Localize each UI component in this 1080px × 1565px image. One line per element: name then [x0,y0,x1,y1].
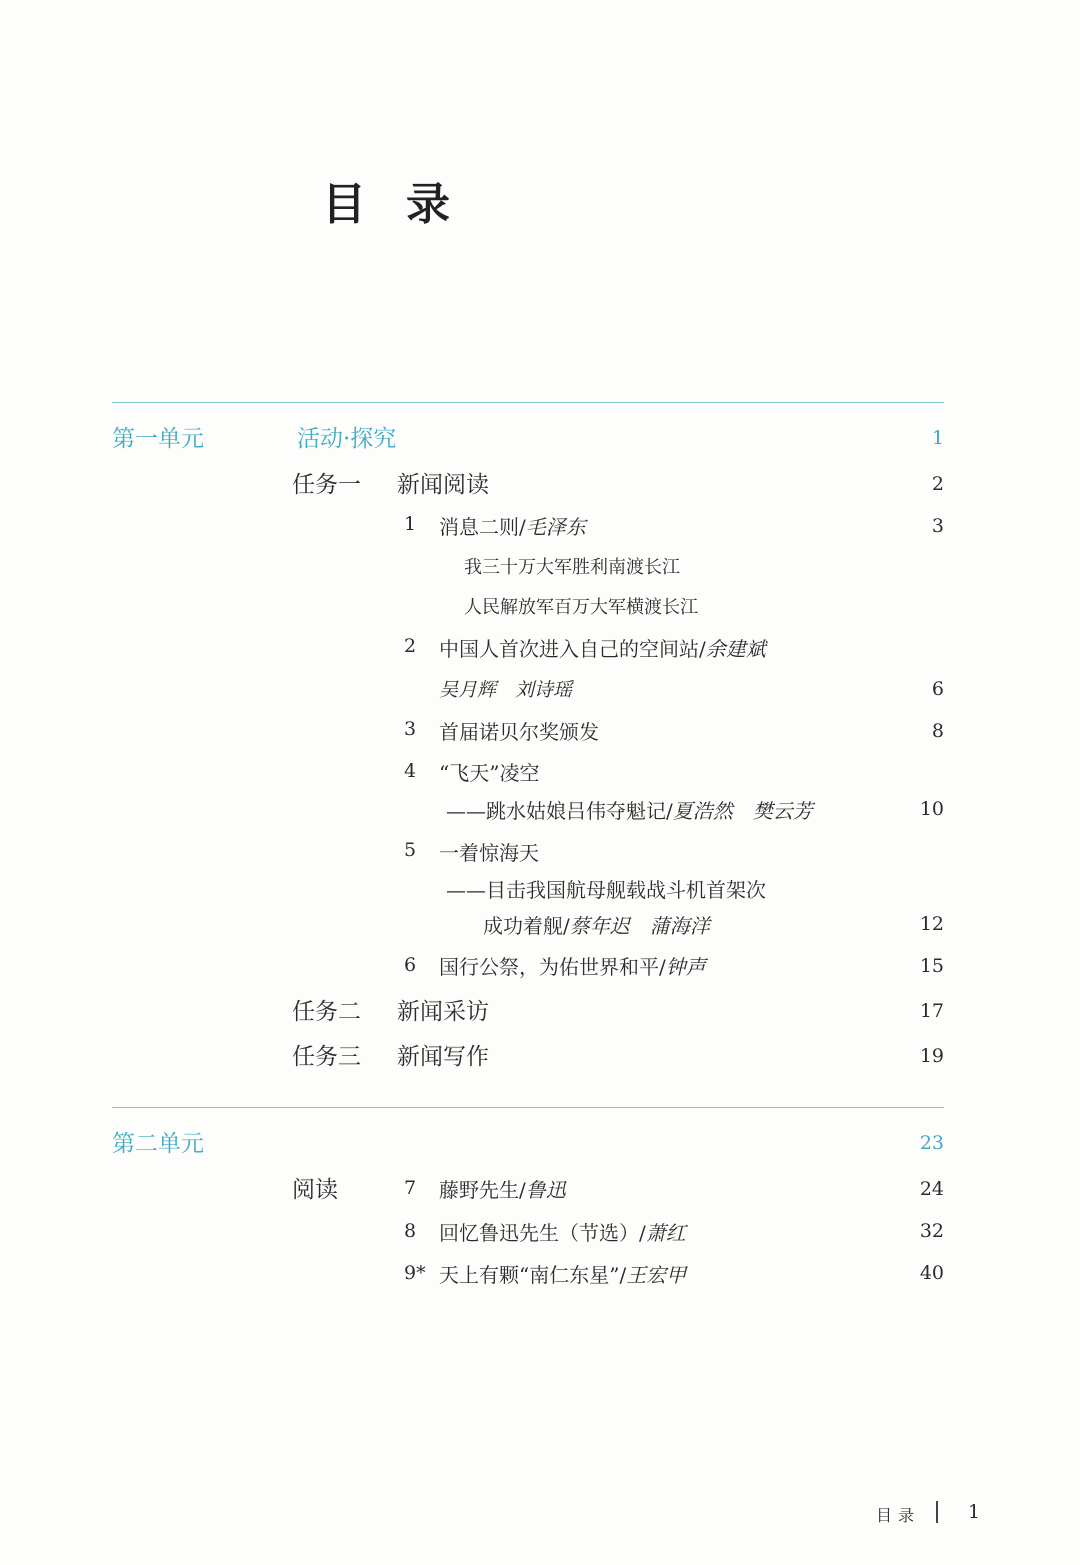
lesson2-author: 余建斌 [705,637,766,661]
task3-label: 任务三 [292,1044,361,1070]
lesson5-title[interactable]: 一着惊海天 [439,841,539,865]
lesson2-title-text: 中国人首次进入自己的空间站/ [439,637,706,661]
unit2-label[interactable]: 第二单元 [112,1131,204,1157]
lesson5-author: 蔡年迟 蒲海洋 [569,914,710,938]
unit2-section: 阅读 [292,1177,338,1203]
lesson9-author: 王宏甲 [626,1263,687,1287]
lesson3-title[interactable]: 首届诺贝尔奖颁发 [439,720,599,744]
lesson3-num: 3 [404,718,417,740]
lesson6-page: 15 [919,955,944,977]
lesson1-author: 毛泽东 [525,515,586,539]
unit1-theme[interactable]: 活动·探究 [297,426,397,452]
lesson1-title[interactable] [439,511,586,540]
unit1-divider [112,402,944,403]
lesson5-num: 5 [404,839,417,861]
lesson7-num: 7 [404,1177,417,1199]
lesson8-title[interactable] [439,1217,686,1246]
lesson5-page: 12 [919,913,944,935]
task3-page: 19 [919,1045,944,1067]
lesson5-subtitle2 [483,910,710,939]
lesson9-title-text: 天上有颗“南仁东星”/ [439,1263,627,1287]
lesson4-author: 夏浩然 樊云芳 [672,799,813,823]
lesson1-num: 1 [404,513,417,535]
lesson2-author2: 吴月辉 刘诗瑶 [439,679,573,701]
footer-page-number: 1 [968,1501,981,1523]
unit2-page: 23 [919,1132,944,1154]
lesson2-title[interactable] [439,633,766,662]
footer-label: 目录 [876,1506,921,1525]
footer-divider [936,1501,938,1523]
lesson4-title[interactable]: “飞天”凌空 [439,761,540,785]
lesson1-sub1[interactable]: 我三十万大军胜利南渡长江 [464,557,680,578]
lesson5-subtitle2-text: 成功着舰/ [483,914,570,938]
lesson7-title[interactable] [439,1174,566,1203]
task2-label: 任务二 [292,999,361,1025]
lesson7-author: 鲁迅 [525,1178,566,1202]
unit2-divider [112,1107,944,1108]
lesson2-num: 2 [404,635,417,657]
lesson4-num: 4 [404,760,417,782]
lesson4-subtitle[interactable] [446,795,813,824]
lesson3-page: 8 [931,720,944,742]
lesson4-page: 10 [919,798,944,820]
task1-name[interactable]: 新闻阅读 [397,472,489,498]
lesson6-title[interactable] [439,951,706,980]
lesson7-page: 24 [919,1178,944,1200]
lesson8-title-text: 回忆鲁迅先生（节选）/ [439,1221,646,1245]
lesson7-title-text: 藤野先生/ [439,1178,526,1202]
lesson6-title-text: 国行公祭，为佑世界和平/ [439,955,666,979]
lesson6-num: 6 [404,954,417,976]
lesson2-page: 6 [931,678,944,700]
task1-label: 任务一 [292,472,361,498]
lesson8-page: 32 [919,1220,944,1242]
lesson1-title-text: 消息二则/ [439,515,526,539]
lesson5-subtitle: ——目击我国航母舰载战斗机首架次 [446,878,766,902]
unit1-page: 1 [931,427,944,449]
task2-page: 17 [919,1000,944,1022]
lesson6-author: 钟声 [665,955,706,979]
lesson8-num: 8 [404,1220,417,1242]
lesson9-num: 9* [404,1262,426,1284]
lesson1-sub2[interactable]: 人民解放军百万大军横渡长江 [464,597,698,618]
task3-name[interactable]: 新闻写作 [397,1044,489,1070]
lesson1-page: 3 [931,515,944,537]
page-title: 目录 [322,179,490,230]
lesson9-title[interactable] [439,1259,686,1288]
lesson9-page: 40 [919,1262,944,1284]
task1-page: 2 [931,473,944,495]
lesson4-subtitle-text: ——跳水姑娘吕伟夺魁记/ [446,799,673,823]
task2-name[interactable]: 新闻采访 [397,999,489,1025]
lesson8-author: 萧红 [645,1221,686,1245]
unit1-label[interactable]: 第一单元 [112,426,204,452]
